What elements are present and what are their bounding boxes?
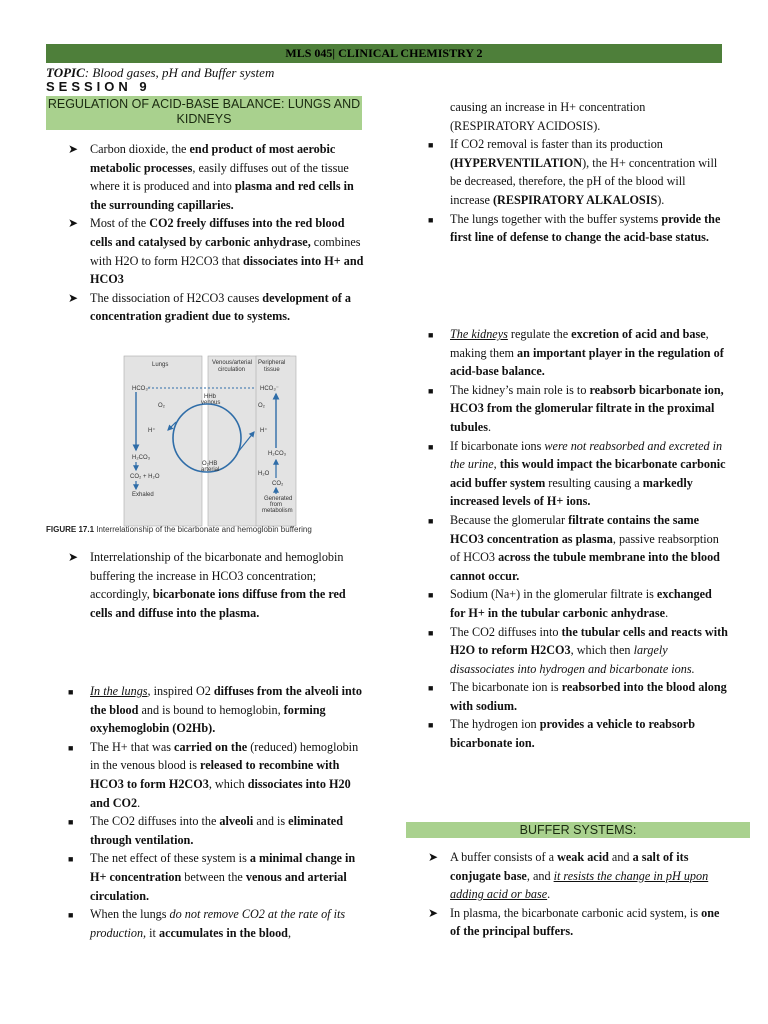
- fig-label-h-left: H⁺: [148, 428, 156, 434]
- list-item: ■ In the lungs, inspired O2 diffuses from the alveoli into the blood and is bound to hemoglobin, forming oxyhemoglobin (O2Hb).: [68, 684, 362, 736]
- list-item: ■ Sodium (Na+) in the glomerular filtrate is exchanged for H+ in the tubular carbonic anhydrase.: [428, 587, 712, 620]
- square-bullet-icon: ■: [428, 683, 434, 694]
- fig-label-co2-h2o: CO₂ + H₂O: [130, 474, 160, 480]
- arrow-bullet-icon: ➤: [428, 850, 439, 864]
- right-column-top: [428, 98, 728, 247]
- arrow-bullet-icon: ➤: [68, 290, 79, 305]
- list-item: causing an increase in H+ concentration (RESPIRATORY ACIDOSIS).: [450, 100, 646, 133]
- bicarbonate-hemoglobin-figure: [44, 352, 364, 538]
- list-item: ■ The kidney’s main role is to reabsorb bicarbonate ion, HCO3 from the glomerular filtrate in the proximal tubules.: [428, 382, 724, 434]
- list-item: ■ If CO2 removal is faster than its production (HYPERVENTILATION), the H+ concentration will be decreased, therefore, the pH of the blood will increase (RESPIRATORY ALKALOSIS).: [428, 137, 718, 207]
- figure-caption: [46, 525, 312, 534]
- fig-label-h2co3-left: H₂CO₃: [132, 455, 151, 461]
- square-bullet-icon: ■: [428, 627, 434, 638]
- fig-label-o2-right: O₂: [258, 403, 265, 409]
- square-bullet-icon: ■: [68, 910, 74, 921]
- square-bullet-icon: ■: [428, 441, 434, 452]
- fig-label-peripheral: Peripheral: [258, 360, 286, 366]
- fig-label-metabolism: metabolism: [262, 508, 293, 514]
- square-bullet-icon: ■: [428, 385, 434, 396]
- arrow-bullet-icon: ➤: [428, 905, 439, 920]
- list-item: ➤ Carbon dioxide, the end product of most aerobic metabolic processes, easily diffuses out of the tissue where it is produced and into plasma and red cells in the surrounding capillaries.: [68, 142, 354, 212]
- section-heading-buffer-systems: BUFFER SYSTEMS:: [406, 822, 750, 838]
- square-bullet-icon: ■: [428, 330, 434, 340]
- square-bullet-icon: ■: [428, 720, 434, 731]
- fig-label-h2o: H₂O: [258, 471, 270, 477]
- fig-label-hco3-right: HCO₃⁻: [260, 386, 279, 392]
- fig-label-lungs: Lungs: [152, 362, 169, 368]
- list-item: ■ The lungs together with the buffer systems provide the first line of defense to change the acid-base status.: [428, 211, 721, 245]
- square-bullet-icon: ■: [68, 817, 74, 828]
- list-item: ➤ Most of the CO2 freely diffuses into the red blood cells and catalysed by carbonic anhydrase, combines with H2O to form H2CO3 that dissociates into H+ and HCO3: [68, 216, 364, 287]
- fig-label-o2hb: O₂HB: [202, 461, 218, 467]
- page-header-bar: MLS 045| CLINICAL CHEMISTRY 2: [46, 44, 722, 63]
- square-bullet-icon: ■: [428, 590, 434, 601]
- square-bullet-icon: ■: [68, 854, 74, 865]
- list-item: ➤ A buffer consists of a weak acid and a salt of its conjugate base, and it resists the change in pH upon adding acid or base.: [428, 850, 709, 902]
- figure-caption-text: Interrelationship of the bicarbonate and hemoglobin buffering: [94, 525, 312, 534]
- fig-label-generated: Generated: [264, 496, 293, 502]
- section-heading-lungs-kidneys: REGULATION OF ACID-BASE BALANCE: LUNGS AND KIDNEYS: [46, 96, 362, 130]
- list-item: ■ The CO2 diffuses into the alveoli and is eliminated through ventilation.: [68, 814, 343, 847]
- list-item: ■ Because the glomerular filtrate contains the same HCO3 concentration as plasma, passive reabsorption of HCO3 across the tubule membrane into the blood cannot occur.: [428, 512, 720, 583]
- fig-label-h-right: H⁺: [260, 428, 268, 434]
- square-bullet-icon: ■: [428, 515, 434, 526]
- list-item: ➤ Interrelationship of the bicarbonate and hemoglobin buffering the increase in HCO3 concentration; accordingly, bicarbonate ions diffuse from the red cells and diffuse into the plasma.: [68, 550, 346, 620]
- topic-text: : Blood gases, pH and Buffer system: [84, 65, 275, 80]
- left-column-bottom: [68, 682, 364, 942]
- fig-label-circulation: circulation: [218, 367, 246, 373]
- fig-label-hhb: HHb: [204, 394, 217, 400]
- square-bullet-icon: ■: [68, 687, 74, 697]
- square-bullet-icon: ■: [68, 742, 74, 753]
- list-item: ➤ In plasma, the bicarbonate carbonic acid system, is one of the principal buffers.: [428, 905, 720, 939]
- session-title: SESSION 9: [46, 79, 151, 94]
- list-item: ■ The CO2 diffuses into the tubular cells and reacts with H2O to reform H2CO3, which then largely disassociates into hydrogen and bicarbonate ions.: [428, 624, 728, 676]
- list-item: ■ The net effect of these system is a minimal change in H+ concentration between the venous and arterial circulation.: [68, 851, 356, 903]
- list-item: ■ If bicarbonate ions were not reabsorbed and excreted in the urine, this would impact the bicarbonate carbonic acid buffer system resulting causing a markedly increased levels of H+ ions.: [428, 438, 726, 509]
- list-item: ■ The hydrogen ion provides a vehicle to reabsorb bicarbonate ion.: [428, 717, 695, 751]
- list-item: ■ The kidneys regulate the excretion of acid and base, making them an important player in the regulation of acid-base balance.: [428, 327, 724, 379]
- fig-label-arterial: arterial: [201, 467, 220, 473]
- fig-label-from: from: [270, 502, 282, 508]
- fig-label-tissue: tissue: [264, 367, 280, 373]
- list-item: ■ The bicarbonate ion is reabsorbed into the blood along with sodium.: [428, 680, 727, 713]
- fig-label-co2: CO₂: [272, 481, 284, 487]
- fig-label-h2co3-right: H₂CO₃: [268, 451, 287, 457]
- topic-label: TOPIC: [46, 65, 85, 80]
- left-column-top: [68, 140, 364, 326]
- right-column-middle: [428, 325, 728, 753]
- fig-label-exhaled: Exhaled: [132, 492, 154, 498]
- right-column-bottom: [428, 848, 728, 941]
- arrow-bullet-icon: ➤: [68, 216, 79, 231]
- list-item: ■ The H+ that was carried on the (reduced) hemoglobin in the venous blood is released to recombine with HCO3 to form H2CO3, which dissociates into H20 and CO2.: [68, 739, 359, 810]
- fig-label-o2-left: O₂: [158, 403, 165, 409]
- arrow-bullet-icon: ➤: [68, 550, 79, 564]
- fig-label-venous: venous: [201, 400, 221, 406]
- fig-label-hco3-left: HCO₃⁻: [132, 386, 151, 392]
- square-bullet-icon: ■: [428, 140, 434, 151]
- square-bullet-icon: ■: [428, 214, 434, 225]
- list-item: ■ When the lungs do not remove CO2 at the rate of its production, it accumulates in the blood,: [68, 907, 346, 940]
- list-item: ➤ The dissociation of H2CO3 causes development of a concentration gradient due to systems.: [68, 290, 351, 324]
- arrow-bullet-icon: ➤: [68, 142, 79, 156]
- fig-label-venous-arterial: Venous/arterial: [212, 360, 253, 366]
- left-column-middle: [68, 548, 364, 622]
- figure-caption-label: FIGURE 17.1: [46, 525, 95, 534]
